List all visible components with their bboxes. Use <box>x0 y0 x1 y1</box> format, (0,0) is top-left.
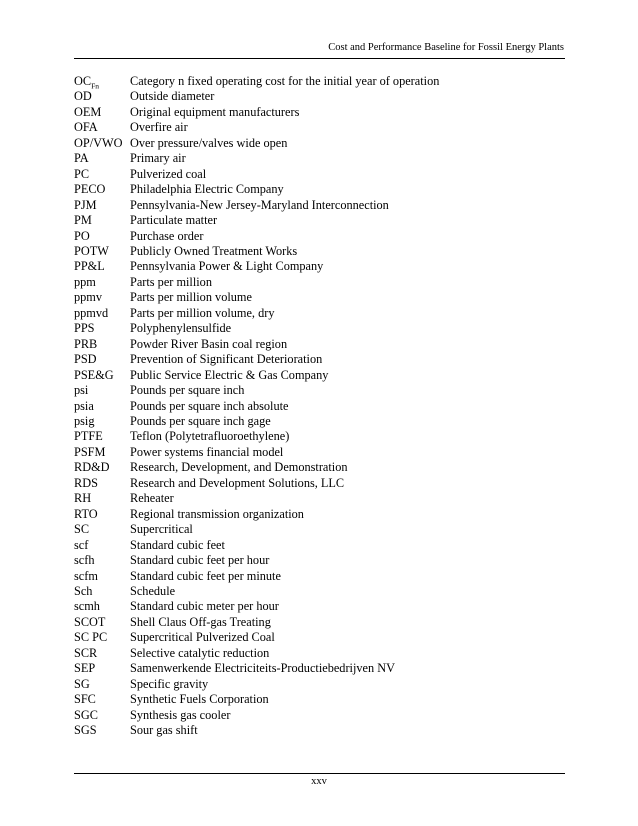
acronym-abbr: ppm <box>74 274 96 289</box>
acronym-definition: Standard cubic feet per hour <box>130 553 270 568</box>
acronym-definition: Regional transmission organization <box>130 506 304 521</box>
running-header: Cost and Performance Baseline for Fossil Energy Plants <box>328 42 564 53</box>
acronym-abbr: PTFE <box>74 429 103 444</box>
acronym-abbr: PM <box>74 213 92 228</box>
acronym-row <box>74 74 565 89</box>
acronym-definition: Sour gas shift <box>130 723 198 738</box>
acronym-definition: Teflon (Polytetrafluoroethylene) <box>130 429 290 444</box>
acronym-abbr: POTW <box>74 243 109 258</box>
acronym-definition: Philadelphia Electric Company <box>130 182 284 197</box>
acronym-row <box>74 151 565 166</box>
acronym-definition: Parts per million volume <box>130 290 252 305</box>
acronym-abbr: SEP <box>74 661 96 676</box>
acronym-row <box>74 553 565 568</box>
acronym-row <box>74 414 565 429</box>
header-rule <box>74 58 565 59</box>
acronym-definition: Particulate matter <box>130 213 218 228</box>
acronym-row <box>74 244 565 259</box>
acronym-definition: Purchase order <box>130 228 204 243</box>
acronym-definition: Synthesis gas cooler <box>130 707 231 722</box>
acronym-abbr: PO <box>74 228 90 243</box>
acronym-row <box>74 708 565 723</box>
acronym-abbr: PSFM <box>74 444 106 459</box>
acronym-row <box>74 229 565 244</box>
acronym-abbr: PJM <box>74 197 97 212</box>
acronym-row <box>74 507 565 522</box>
acronym-row <box>74 491 565 506</box>
acronym-abbr: Sch <box>74 583 93 598</box>
acronym-row <box>74 275 565 290</box>
acronym-row <box>74 259 565 274</box>
acronym-abbr: scmh <box>74 599 100 614</box>
acronym-row <box>74 677 565 692</box>
acronym-definition: Category n fixed operating cost for the initial year of operation <box>130 74 440 88</box>
acronym-abbr: RTO <box>74 506 98 521</box>
acronym-definition: Outside diameter <box>130 89 215 104</box>
acronym-abbr: PPS <box>74 321 95 336</box>
acronym-abbr: RD&D <box>74 460 110 475</box>
acronym-definition: Pounds per square inch absolute <box>130 398 289 413</box>
acronym-definition: Standard cubic meter per hour <box>130 599 279 614</box>
acronym-row <box>74 182 565 197</box>
acronym-row <box>74 723 565 738</box>
acronym-definition: Selective catalytic reduction <box>130 645 270 660</box>
acronym-definition: Research and Development Solutions, LLC <box>130 475 345 490</box>
acronym-row <box>74 661 565 676</box>
acronym-abbr: PC <box>74 166 90 181</box>
acronym-row <box>74 429 565 444</box>
acronym-abbr: OP/VWO <box>74 135 123 150</box>
acronym-definition: Publicly Owned Treatment Works <box>130 243 298 258</box>
acronym-definition: Pounds per square inch gage <box>130 413 271 428</box>
acronym-row <box>74 136 565 151</box>
acronym-definition: Synthetic Fuels Corporation <box>130 692 269 707</box>
acronym-list <box>74 74 565 738</box>
acronym-subscript: Fn <box>91 81 100 91</box>
acronym-definition: Public Service Electric & Gas Company <box>130 367 329 382</box>
acronym-definition: Prevention of Significant Deterioration <box>130 352 323 367</box>
acronym-abbr: SGC <box>74 707 98 722</box>
acronym-definition: Specific gravity <box>130 676 209 691</box>
acronym-row <box>74 399 565 414</box>
acronym-row <box>74 383 565 398</box>
acronym-definition: Over pressure/valves wide open <box>130 135 288 150</box>
acronym-row <box>74 599 565 614</box>
acronym-definition: Reheater <box>130 491 174 506</box>
acronym-row <box>74 105 565 120</box>
acronym-abbr: RDS <box>74 475 98 490</box>
acronym-abbr: PA <box>74 151 89 166</box>
acronym-row <box>74 306 565 321</box>
acronym-row <box>74 476 565 491</box>
acronym-abbr: PP&L <box>74 259 105 274</box>
acronym-abbr: PSE&G <box>74 367 114 382</box>
acronym-definition: Standard cubic feet per minute <box>130 568 281 583</box>
acronym-definition: Original equipment manufacturers <box>130 104 300 119</box>
acronym-definition: Schedule <box>130 583 176 598</box>
acronym-abbr: psi <box>74 383 89 398</box>
acronym-abbr: PSD <box>74 352 97 367</box>
acronym-row <box>74 646 565 661</box>
acronym-row <box>74 460 565 475</box>
acronym-definition: Parts per million volume, dry <box>130 305 275 320</box>
acronym-abbr: SC <box>74 522 90 537</box>
acronym-definition: Pennsylvania-New Jersey-Maryland Interconnection <box>130 197 389 212</box>
acronym-definition: Power systems financial model <box>130 444 284 459</box>
acronym-row <box>74 321 565 336</box>
acronym-abbr: SCR <box>74 645 98 660</box>
acronym-definition: Overfire air <box>130 120 188 135</box>
acronym-row <box>74 615 565 630</box>
acronym-definition: Polyphenylensulfide <box>130 321 232 336</box>
acronym-abbr: PECO <box>74 182 106 197</box>
acronym-definition: Pennsylvania Power & Light Company <box>130 259 324 274</box>
footer-rule <box>74 773 565 774</box>
acronym-abbr: psia <box>74 398 94 413</box>
acronym-row <box>74 120 565 135</box>
acronym-row <box>74 584 565 599</box>
acronym-row <box>74 692 565 707</box>
acronym-definition: Supercritical <box>130 522 193 537</box>
acronym-definition: Supercritical Pulverized Coal <box>130 630 275 645</box>
acronym-row <box>74 167 565 182</box>
acronym-abbr: ppmvd <box>74 305 109 320</box>
acronym-row <box>74 337 565 352</box>
acronym-abbr: OFA <box>74 120 98 135</box>
acronym-row <box>74 368 565 383</box>
acronym-row <box>74 89 565 104</box>
acronym-abbr: SGS <box>74 723 97 738</box>
acronym-abbr: $OC_{Fn}$ <box>74 74 100 91</box>
acronym-abbr: SCOT <box>74 614 106 629</box>
acronym-abbr: scf <box>74 537 89 552</box>
acronym-abbr: SFC <box>74 692 96 707</box>
acronym-row <box>74 630 565 645</box>
page-number: xxv <box>311 776 327 787</box>
acronym-abbr: ppmv <box>74 290 103 305</box>
acronym-row <box>74 538 565 553</box>
acronym-definition: Standard cubic feet <box>130 537 225 552</box>
acronym-definition: Pounds per square inch <box>130 383 245 398</box>
acronym-abbr: scfm <box>74 568 98 583</box>
acronym-abbr: RH <box>74 491 92 506</box>
acronym-row <box>74 213 565 228</box>
acronym-row <box>74 198 565 213</box>
acronym-abbr: SG <box>74 676 90 691</box>
acronym-definition: Shell Claus Off-gas Treating <box>130 614 271 629</box>
acronym-definition: Pulverized coal <box>130 166 207 181</box>
acronym-row <box>74 569 565 584</box>
acronym-row <box>74 290 565 305</box>
acronym-definition: Samenwerkende Electriciteits-Productiebedrijven NV <box>130 661 395 676</box>
acronym-abbr: psig <box>74 413 95 428</box>
acronym-abbr: PRB <box>74 336 98 351</box>
acronym-row <box>74 522 565 537</box>
acronym-definition: Powder River Basin coal region <box>130 336 288 351</box>
acronym-abbr: OD <box>74 89 92 104</box>
acronym-definition: Primary air <box>130 151 186 166</box>
acronym-abbr: scfh <box>74 553 95 568</box>
acronym-definition: Research, Development, and Demonstration <box>130 460 348 475</box>
acronym-row <box>74 352 565 367</box>
acronym-definition: Parts per million <box>130 274 212 289</box>
acronym-abbr: SC PC <box>74 630 108 645</box>
acronym-abbr: OEM <box>74 104 102 119</box>
acronym-row <box>74 445 565 460</box>
